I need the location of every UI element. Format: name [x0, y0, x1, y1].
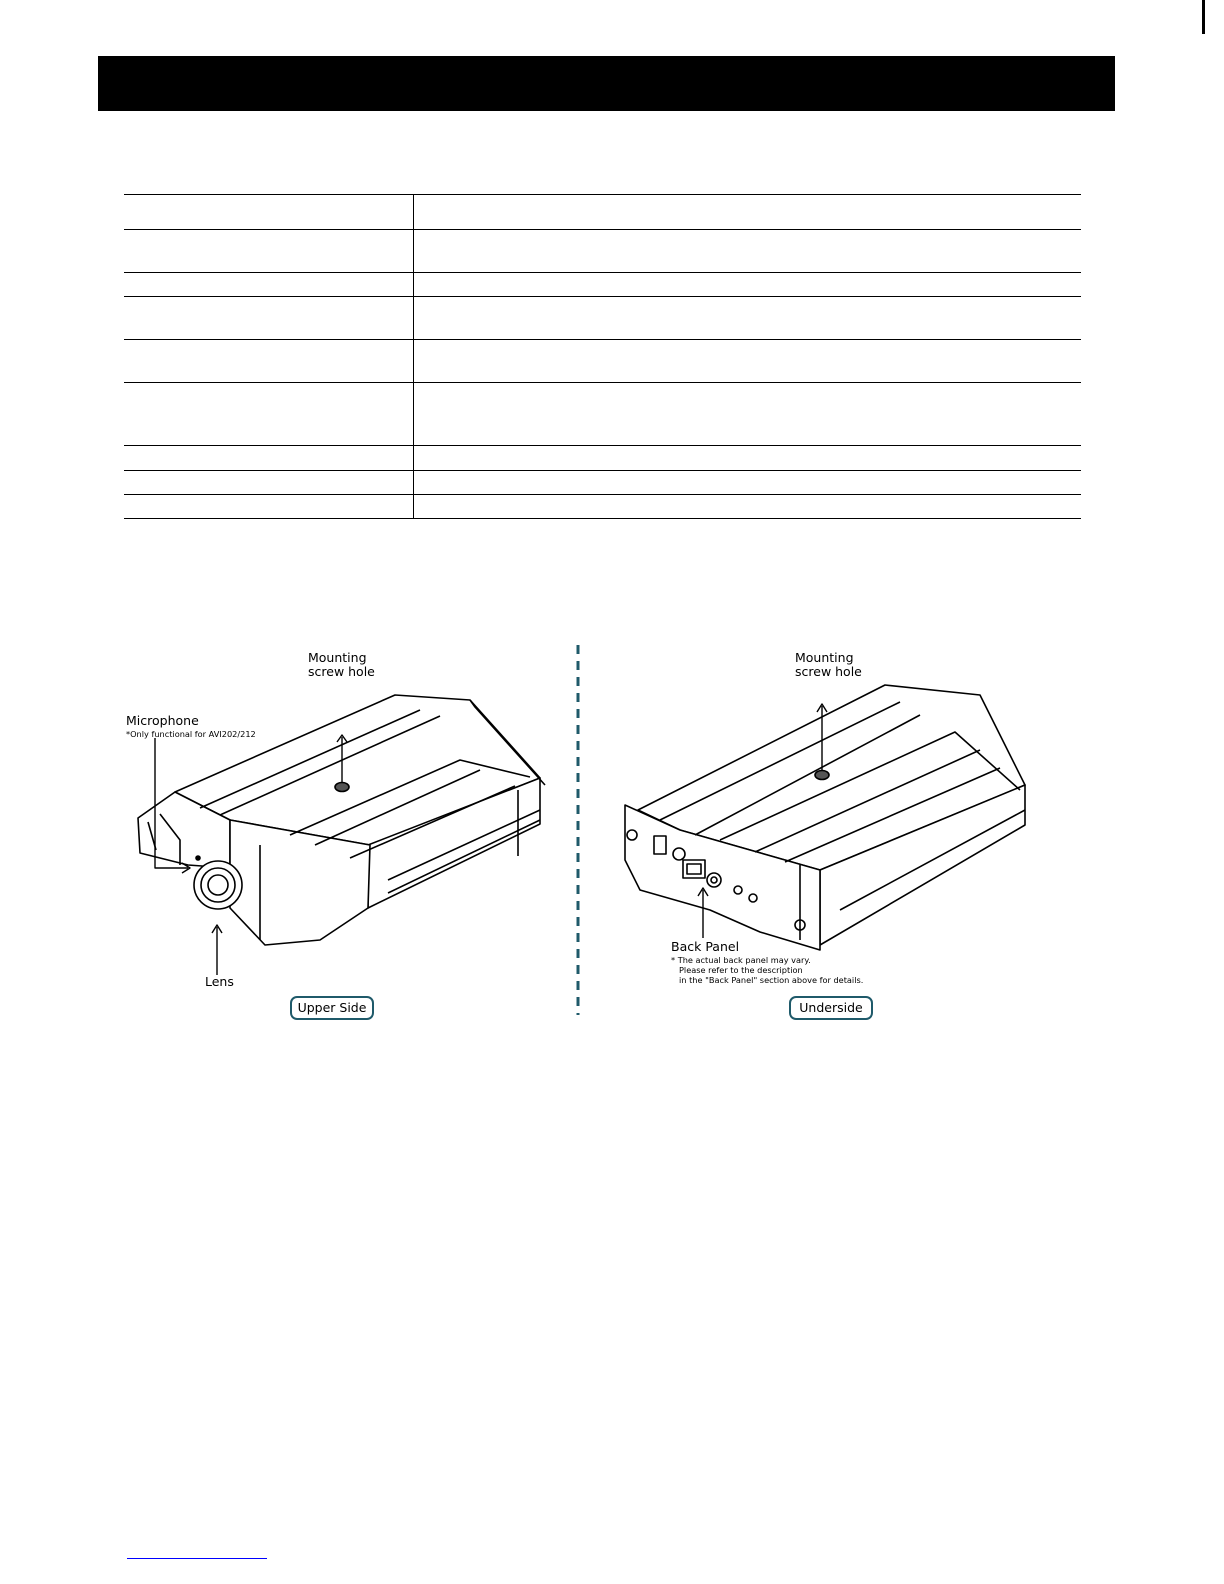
table-cell [414, 195, 1082, 230]
table-row [124, 446, 1081, 471]
top-edge-rule [1202, 0, 1205, 34]
table-cell [414, 446, 1082, 471]
underside-caption: Underside [789, 996, 873, 1020]
table-cell [414, 340, 1082, 383]
underside-camera-drawing [625, 685, 1025, 950]
table-cell [124, 471, 414, 495]
table-cell [124, 297, 414, 340]
table-cell [124, 495, 414, 519]
underside-mounting-label-line1: Mounting [795, 650, 854, 665]
table-row [124, 471, 1081, 495]
back-panel-note-3: in the "Back Panel" section above for details. [679, 975, 864, 985]
section-header-banner [98, 56, 1115, 111]
table-cell [124, 195, 414, 230]
lens-label: Lens [205, 974, 234, 989]
table-cell [414, 495, 1082, 519]
table-row [124, 495, 1081, 519]
table-cell [124, 446, 414, 471]
camera-figure [120, 640, 1090, 1030]
table-cell [414, 273, 1082, 297]
table-cell [414, 471, 1082, 495]
upper-mounting-label-line1: Mounting [308, 650, 367, 665]
underside-mounting-label-line2: screw hole [795, 664, 862, 679]
table-cell [124, 383, 414, 446]
table-row [124, 297, 1081, 340]
table-cell [414, 297, 1082, 340]
upper-side-caption: Upper Side [290, 996, 374, 1020]
microphone-label: Microphone [126, 713, 199, 728]
table-cell [124, 230, 414, 273]
table-cell [414, 230, 1082, 273]
table-row [124, 230, 1081, 273]
back-panel-note-2: Please refer to the description [679, 965, 803, 975]
microphone-note: *Only functional for AVI202/212 [126, 729, 256, 739]
table-row [124, 383, 1081, 446]
back-panel-label: Back Panel [671, 939, 740, 954]
table-cell [124, 273, 414, 297]
table-row [124, 273, 1081, 297]
footer-link-underline [127, 1558, 267, 1559]
table-row [124, 340, 1081, 383]
back-panel-note-1: * The actual back panel may vary. [671, 955, 811, 965]
upper-mounting-label-line2: screw hole [308, 664, 375, 679]
spec-table [124, 194, 1081, 519]
table-cell [414, 383, 1082, 446]
table-cell [124, 340, 414, 383]
camera-illustration [120, 640, 1090, 1030]
table-row [124, 195, 1081, 230]
